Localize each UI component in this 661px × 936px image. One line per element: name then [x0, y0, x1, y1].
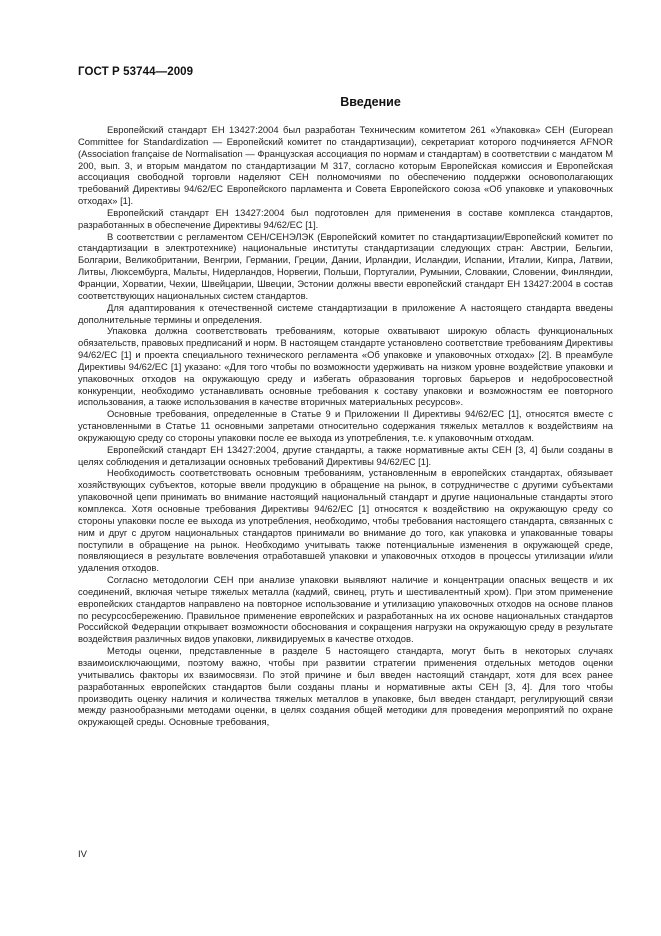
paragraph: Необходимость соответствовать основным требованиям, установленным в европейских стандартах, обязывает хозяйствующих субъектов, которые ввели продукцию в обращение на рынок, в сотрудничестве с другими субъектами упаковочной цепи принимать во внимание настоящий национальный стандарт и другие национальные стандарты этого комплекса. Хотя основные требования Директивы 94/62/ЕС [1] относятся к воздействию на окружающую среду со стороны упаковки после ее выхода из употребления, необходимо, чтобы требования настоящего стандарта, связанных с ним и друг с другом национальных стандартов принимали во внимание до того, как упаковка и упакованные товары поступили в обращение на рынок. Необходимо учитывать также потенциальные изменения в окружающей среде, появляющиеся в результате вовлечения отработавшей упаковки и упаковочных отходов в процессы утилизации и/или удаления отходов. — [78, 467, 613, 574]
paragraph: Согласно методологии CEH при анализе упаковки выявляют наличие и концентрации опасных веществ и их соединений, включая четыре тяжелых металла (кадмий, свинец, ртуть и шестивалентный хром). При этом применение европейских стандартов направлено на повторное использование и утилизацию упаковочных отходов на основе планов по ресурсосбережению. Правильное применение европейских и разработанных на их основе национальных стандартов Российской Федерации открывает возможности обоснования и сокращения нагрузки на окружающую среду в результате воздействия различных видов упаковки, ликвидируемых в качестве отходов. — [78, 574, 613, 645]
paragraph: Европейский стандарт ЕН 13427:2004 был подготовлен для применения в составе комплекса стандартов, разработанных в обеспечение Директивы 94/62/ЕС [1]. — [78, 206, 613, 230]
section-title: Введение — [340, 95, 401, 109]
paragraph: Европейский стандарт ЕН 13427:2004, другие стандарты, а также нормативные акты CEH [3, 4] были созданы в целях соблюдения и детализации основных требований Директивы 94/62/ЕС [1]. — [78, 443, 613, 467]
body-text — [78, 124, 613, 728]
paragraph: В соответствии с регламентом CEH/СЕНЭЛЭК (Европейский комитет по стандартизации/Европейский комитет по стандартизации в электротехнике) национальные институты стандартизации следующих стран: Австрии, Бельгии, Болгарии, Великобритании, Венгрии, Германии, Греции, Дании, Ирландии, Исландии, Испании, Италии, Кипра, Латвии, Литвы, Люксембурга, Мальты, Нидерландов, Норвегии, Польши, Португалии, Румынии, Словакии, Словении, Финляндии, Франции, Хорватии, Чехии, Швейцарии, Швеции, Эстонии должны ввести европейский стандарт ЕН 13427:2004 в состав соответствующих национальных систем стандартов. — [78, 230, 613, 301]
paragraph: Упаковка должна соответствовать требованиям, которые охватывают широкую область функциональных обязательств, правовых предписаний и норм. В настоящем стандарте установлено соответствие требованиям Директивы 94/62/ЕС [1] и проекта специального технического регламента «Об упаковке и упаковочных отходах» [2]. В преамбуле Директивы 94/62/ЕС [1] указано: «Для того чтобы по возможности удерживать на низком уровне воздействие упаковки и упаковочных отходов на окружающую среду и избегать образования торговых барьеров и недобросовестной конкуренции, необходимо устанавливать основные требования к составу упаковки и возможностям ее повторного использования, а также использования в качестве вторичных материальных ресурсов». — [78, 325, 613, 408]
standard-id-header: ГОСТ Р 53744—2009 — [78, 66, 194, 78]
paragraph: Методы оценки, представленные в разделе 5 настоящего стандарта, могут быть в некоторых случаях взаимоисключающими, поэтому важно, чтобы при развитии стратегии применения отдельных методов оценки учитывались факторы их взаимосвязи. По этой причине и был введен настоящий стандарт, хотя для всех ранее разработанных европейских стандартов были созданы планы и нормативные акты CEH [3, 4]. Для того чтобы производить оценку наличия и количества тяжелых металлов в упаковке, был введен стандарт, регулирующий связи между разнообразными методами оценки, в целях создания общей методики для проведения мероприятий по охране окружающей среды. Основные требования, — [78, 645, 613, 728]
page-number: IV — [78, 849, 87, 860]
paragraph: Основные требования, определенные в Статье 9 и Приложении II Директивы 94/62/ЕС [1], относятся вместе с установленными в Статье 11 основными запретами относительно содержания тяжелых металлов к воздействиям на окружающую среду со стороны упаковки после ее выхода из употребления, т.е. к упаковочным отходам. — [78, 408, 613, 443]
paragraph: Для адаптирования к отечественной системе стандартизации в приложение А настоящего стандарта введены дополнительные термины и определения. — [78, 301, 613, 325]
paragraph: Европейский стандарт ЕН 13427:2004 был разработан Техническим комитетом 261 «Упаковка» CEH (European Committee for Standardization — Европейский комитет по стандартизации), секретариат которого подчиняется AFNOR (Association française de Normalisation — Французская ассоциация по нормам и стандартам) в соответствии с мандатом М 200, вып. 3, и вторым мандатом по стандартизации М 317, согласно которым Европейская комиссия и Европейская ассоциация свободной торговли наделяют CEH полномочиями по обеспечению поддержки основополагающих требований Директивы 94/62/ЕС Европейского парламента и Совета Европейского союза «Об упаковке и упаковочных отходах» [1]. — [78, 124, 613, 207]
